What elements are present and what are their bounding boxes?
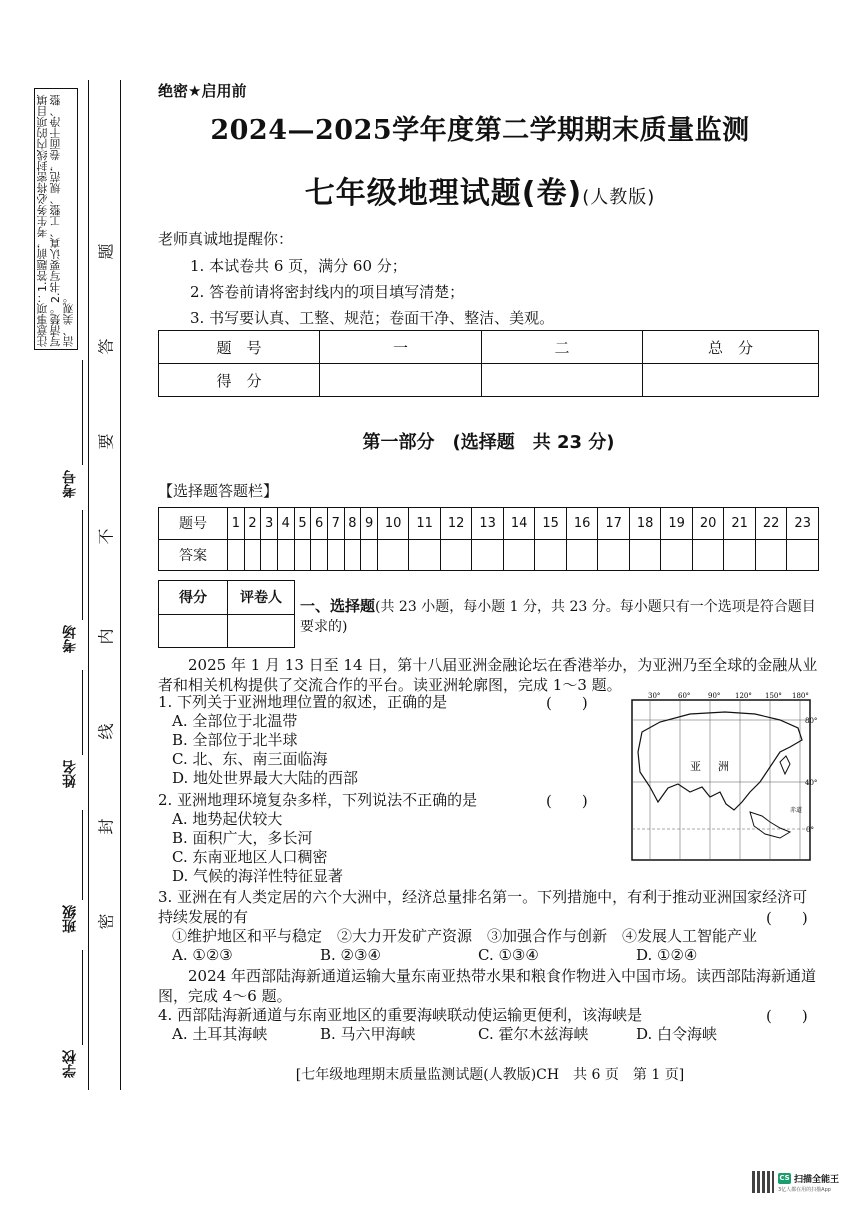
- answer-number-cell: 4: [277, 508, 294, 540]
- question-4-answer-blank[interactable]: ( ): [766, 1007, 808, 1025]
- passage-2: 2024 年西部陆海新通道运输大量东南亚热带水果和粮食作物进入中国市场。读西部陆海新通道图，完成 4～6 题。: [158, 967, 816, 1005]
- answer-input-cell[interactable]: [787, 539, 819, 571]
- question-1-option: C. 北、东、南三面临海: [172, 750, 328, 768]
- question-2-option: B. 面积广大，多长河: [172, 829, 313, 847]
- seal-char: 内: [96, 628, 116, 645]
- school-field[interactable]: [82, 950, 83, 1045]
- passage-1: 2025 年 1 月 13 日至 14 日，第十八届亚洲金融论坛在香港举办，为亚洲乃至全球的金融从业者和相关机构提供了交流合作的平台。读亚洲轮廓图，完成 1～3 题。: [158, 656, 818, 694]
- part1-title: 第一部分 (选择题 共 23 分): [362, 432, 615, 453]
- answer-number-cell: 1: [228, 508, 245, 540]
- question-2-answer-blank[interactable]: ( ): [546, 792, 588, 810]
- answer-input-cell[interactable]: [277, 539, 294, 571]
- score-header-cell: 一: [320, 331, 482, 364]
- answer-number-cell: 11: [409, 508, 441, 540]
- answer-number-cell: 13: [472, 508, 504, 540]
- question-2-option: D. 气候的海洋性特征显著: [172, 867, 344, 885]
- answer-input-cell[interactable]: [755, 539, 787, 571]
- score-header-cell: 二: [482, 331, 643, 364]
- question-3-option: D. ①②④: [636, 946, 698, 964]
- question-1-option: D. 地处世界最大大陆的西部: [172, 769, 359, 787]
- answer-number-cell: 3: [261, 508, 278, 540]
- exam-room-label: 考场: [62, 625, 78, 653]
- map-label-asia: 洲: [718, 760, 729, 773]
- score-header-cell: 题 号: [159, 331, 320, 364]
- question-1-answer-blank[interactable]: ( ): [546, 694, 588, 712]
- class-field[interactable]: [82, 810, 83, 900]
- page-footer: [七年级地理期末质量监测试题(人教版)CH 共 6 页 第 1 页]: [295, 1067, 685, 1083]
- question-2-stem: 2. 亚洲地理环境复杂多样，下列说法不正确的是: [158, 791, 478, 809]
- map-label-equator: 赤道: [790, 807, 803, 814]
- answer-input-cell[interactable]: [440, 539, 472, 571]
- answer-input-cell[interactable]: [629, 539, 661, 571]
- seal-char: 题: [96, 243, 116, 260]
- lon-label: 120°: [735, 692, 752, 700]
- answer-input-cell[interactable]: [535, 539, 567, 571]
- grade-grader-cell[interactable]: [228, 614, 295, 648]
- qr-code-icon: [752, 1171, 774, 1193]
- scanner-name: 扫描全能王: [794, 1175, 840, 1185]
- exam-no-label: 考号: [62, 470, 78, 498]
- answer-input-cell[interactable]: [261, 539, 278, 571]
- answer-input-cell[interactable]: [598, 539, 630, 571]
- edition-label: (人教版): [582, 187, 656, 208]
- grade-score-cell[interactable]: [159, 614, 228, 648]
- answer-input-cell[interactable]: [361, 539, 378, 571]
- question-3-option: C. ①③④: [478, 946, 539, 964]
- question-3-items: ①维护地区和平与稳定 ②大力开发矿产资源 ③加强合作与创新 ④发展人工智能产业: [172, 927, 758, 945]
- lon-label: 90°: [708, 692, 721, 700]
- seal-line-inner: [120, 80, 121, 1090]
- question-2-option: C. 东南亚地区人口稠密: [172, 848, 328, 866]
- reminder-item: 1. 本试卷共 6 页，满分 60 分；: [190, 257, 407, 275]
- score-table: [158, 330, 819, 397]
- answer-input-cell[interactable]: [294, 539, 311, 571]
- score-cell[interactable]: [482, 364, 643, 397]
- answer-input-cell[interactable]: [311, 539, 328, 571]
- answer-number-cell: 14: [503, 508, 535, 540]
- answer-sheet-table: [158, 507, 819, 571]
- scanner-badge: CS: [779, 1174, 790, 1182]
- exam-no-field[interactable]: [82, 360, 83, 465]
- subject-title: [150, 168, 810, 212]
- seal-char: 不: [96, 528, 116, 545]
- notice-text: 注意事项：1.答题前，考生务必将密封线内的项目填写清楚。2.书写要认真、工整、规范，卷面干净、整洁、美观。: [36, 94, 75, 347]
- question-2-option: A. 地势起伏较大: [172, 810, 283, 828]
- question-1-option: B. 全部位于北半球: [172, 731, 298, 749]
- answer-row-label: 答案: [159, 539, 228, 571]
- lat-label: 40°: [805, 779, 818, 787]
- reminder-item: 2. 答卷前请将密封线内的项目填写清楚；: [190, 283, 465, 301]
- seal-line-outer: [88, 80, 89, 1090]
- asia-outline-map: [630, 692, 820, 862]
- seal-char: 线: [96, 723, 116, 740]
- grade-box: [158, 580, 295, 648]
- subject-name: 七年级地理试题(卷): [304, 176, 583, 211]
- answer-input-cell[interactable]: [724, 539, 756, 571]
- seal-char: 密: [96, 913, 116, 930]
- reminder-intro: 老师真诚地提醒你：: [158, 230, 294, 248]
- lon-label: 150°: [765, 692, 782, 700]
- answer-input-cell[interactable]: [344, 539, 361, 571]
- question-1-stem: 1. 下列关于亚洲地理位置的叙述，正确的是: [158, 693, 448, 711]
- question-3-stem: 3. 亚洲在有人类定居的六个大洲中，经济总量排名第一。下列措施中，有利于推动亚洲国家经济可持续发展的有: [158, 888, 808, 926]
- section1-title: 一、选择题: [300, 597, 376, 615]
- lon-label: 180°: [792, 692, 809, 700]
- question-4-stem: 4. 西部陆海新通道与东南亚地区的重要海峡联动使运输更便利，该海峡是: [158, 1006, 643, 1024]
- question-4-option: C. 霍尔木兹海峡: [478, 1025, 589, 1043]
- class-label: 班级: [62, 905, 78, 933]
- answer-input-cell[interactable]: [409, 539, 441, 571]
- map-label-asia: 亚: [690, 760, 701, 773]
- answer-number-cell: 23: [787, 508, 819, 540]
- scanner-sub: 3亿人都在用的扫描App: [778, 1187, 831, 1193]
- answer-input-cell[interactable]: [472, 539, 504, 571]
- answer-number-cell: 2: [244, 508, 261, 540]
- answer-number-cell: 18: [629, 508, 661, 540]
- answer-number-cell: 6: [311, 508, 328, 540]
- question-4-option: B. 马六甲海峡: [320, 1025, 416, 1043]
- reminder-item: 3. 书写要认真、工整、规范；卷面干净、整洁、美观。: [190, 309, 555, 327]
- name-label: 姓名: [62, 760, 78, 788]
- answer-number-cell: 9: [361, 508, 378, 540]
- answer-number-cell: 7: [327, 508, 344, 540]
- question-1-option: A. 全部位于北温带: [172, 712, 298, 730]
- lon-label: 60°: [678, 692, 691, 700]
- school-label: 学校: [62, 1050, 78, 1078]
- question-3-option: B. ②③④: [320, 946, 381, 964]
- seal-char: 答: [96, 338, 116, 355]
- seal-char: 封: [96, 818, 116, 835]
- question-3-option: A. ①②③: [172, 946, 233, 964]
- score-cell[interactable]: [320, 364, 482, 397]
- answer-input-cell[interactable]: [661, 539, 693, 571]
- answer-input-cell[interactable]: [228, 539, 245, 571]
- exam-title: 2024—2025学年度第二学期期末质量监测: [210, 115, 750, 146]
- grade-grader-label: 评卷人: [228, 581, 295, 615]
- answer-number-cell: 20: [692, 508, 724, 540]
- question-4-option: D. 白令海峡: [636, 1025, 718, 1043]
- answer-sheet-title: 【选择题答题栏】: [158, 482, 279, 500]
- answer-number-cell: 17: [598, 508, 630, 540]
- lon-label: 30°: [648, 692, 661, 700]
- answer-number-cell: 5: [294, 508, 311, 540]
- question-3-answer-blank[interactable]: ( ): [766, 909, 808, 927]
- answer-input-cell[interactable]: [566, 539, 598, 571]
- answer-number-cell: 10: [377, 508, 409, 540]
- exam-room-field[interactable]: [82, 510, 83, 620]
- answer-input-cell[interactable]: [244, 539, 261, 571]
- lat-label: 80°: [805, 717, 818, 725]
- answer-number-cell: 21: [724, 508, 756, 540]
- score-header-cell: 总 分: [643, 331, 819, 364]
- score-row-label: 得 分: [159, 364, 320, 397]
- answer-number-cell: 16: [566, 508, 598, 540]
- answer-number-cell: 8: [344, 508, 361, 540]
- scanner-watermark: [752, 1171, 842, 1195]
- score-cell[interactable]: [643, 364, 819, 397]
- question-4-option: A. 土耳其海峡: [172, 1025, 268, 1043]
- answer-number-cell: 22: [755, 508, 787, 540]
- name-field[interactable]: [82, 670, 83, 755]
- japan-outline: [780, 756, 790, 774]
- answer-number-cell: 19: [661, 508, 693, 540]
- lat-label: 0°: [806, 826, 814, 834]
- answer-input-cell[interactable]: [503, 539, 535, 571]
- answer-input-cell[interactable]: [377, 539, 409, 571]
- answer-number-cell: 12: [440, 508, 472, 540]
- answer-row-label: 题号: [159, 508, 228, 540]
- section1-desc: (共 23 小题，每小题 1 分，共 23 分。每小题只有一个选项是符合题目要求的): [300, 599, 816, 635]
- answer-input-cell[interactable]: [327, 539, 344, 571]
- confidential-mark: 绝密★启用前: [158, 82, 247, 100]
- seal-char: 要: [96, 433, 116, 450]
- section1-heading: [300, 596, 820, 637]
- answer-input-cell[interactable]: [692, 539, 724, 571]
- answer-number-cell: 15: [535, 508, 567, 540]
- grade-score-label: 得分: [159, 581, 228, 615]
